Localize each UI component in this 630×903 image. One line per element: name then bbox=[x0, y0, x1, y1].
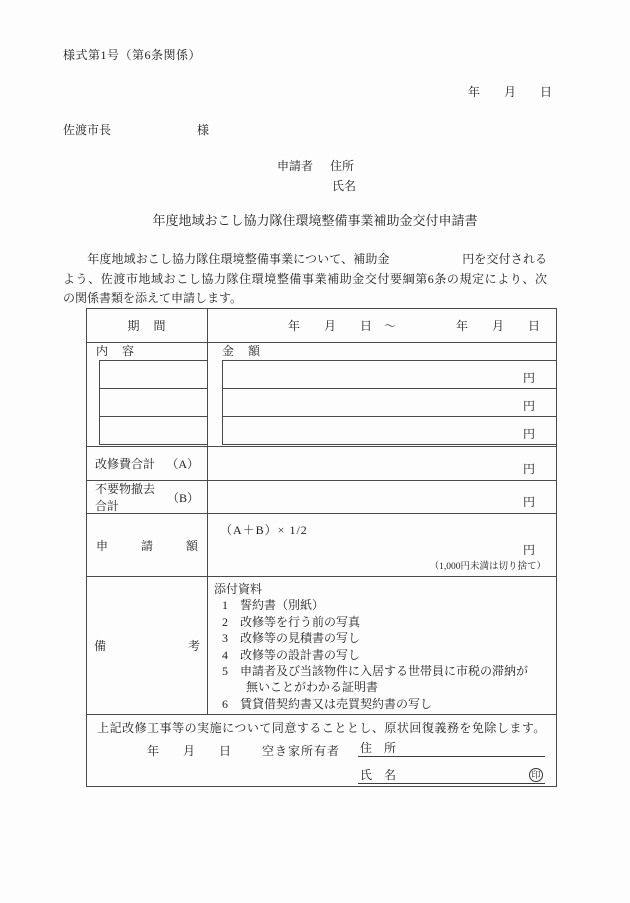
request-label: 申 請 額 bbox=[96, 538, 198, 553]
attachment-item: 3 改修等の見積書の写し bbox=[222, 631, 361, 646]
attachment-item-continuation: 無いことがわかる証明書 bbox=[222, 680, 379, 695]
subtotal-b-label-cell bbox=[87, 481, 208, 513]
request-value-cell bbox=[208, 514, 556, 576]
attachments-cell bbox=[208, 577, 556, 714]
subtotal-a-row bbox=[87, 446, 556, 480]
consent-signature-row bbox=[87, 714, 556, 786]
amount-label: 金 額 bbox=[222, 344, 262, 358]
content-label: 内 容 bbox=[96, 344, 136, 358]
document-title: 年度地域おこし協力隊住環境整備事業補助金交付申請書 bbox=[152, 213, 478, 228]
subtotal-a-label-cell bbox=[87, 447, 208, 480]
applicant-name-row bbox=[277, 176, 356, 196]
owner-address-line bbox=[358, 740, 545, 757]
applicant-name-label: 氏名 bbox=[332, 179, 357, 193]
amount-entry-row-3 bbox=[223, 416, 556, 444]
date-blank-line: 年 月 日 bbox=[467, 85, 552, 99]
remarks-row bbox=[87, 576, 556, 714]
subtotal-a-amount-cell bbox=[208, 447, 556, 480]
period-label-cell: 期 間 bbox=[87, 309, 208, 342]
yen-unit: 円 bbox=[522, 495, 535, 509]
remarks-label: 備 考 bbox=[94, 639, 200, 653]
addressee-name: 佐渡市長 bbox=[63, 123, 112, 137]
yen-unit: 円 bbox=[522, 462, 535, 476]
form-number: 様式第1号（第6条関係） bbox=[63, 48, 202, 62]
attachment-item: 2 改修等を行う前の写真 bbox=[222, 614, 361, 629]
subtotal-a-code: （A） bbox=[166, 457, 199, 471]
yen-unit: 円 bbox=[522, 427, 535, 441]
yen-unit: 円 bbox=[522, 371, 535, 385]
body-line-1: 年度地域おこし協力隊住環境整備事業について、補助金 円を交付される bbox=[63, 252, 547, 266]
content-column bbox=[87, 343, 208, 446]
applicant-block bbox=[277, 156, 356, 196]
amount-entry-row-2 bbox=[223, 388, 556, 416]
content-entry-box bbox=[99, 360, 207, 445]
owner-name-label: 氏 名 bbox=[360, 768, 397, 782]
addressee-line bbox=[63, 121, 209, 138]
amount-entry-row-1 bbox=[223, 361, 556, 388]
seal-character: 印 bbox=[531, 769, 541, 780]
attachment-item: 5 申請者及び当該物件に入居する世帯員に市税の滞納が bbox=[222, 664, 529, 679]
period-value-cell: 年 月 日 ～ 年 月 日 bbox=[287, 319, 540, 333]
subtotal-b-label: 不要物撤去合計 bbox=[95, 482, 156, 513]
subtotal-b-code: （B） bbox=[166, 490, 199, 505]
yen-unit: 円 bbox=[522, 399, 535, 413]
owner-address-label: 住 所 bbox=[360, 741, 397, 755]
subtotal-b-amount-cell bbox=[208, 481, 556, 513]
consent-sentence: 上記改修工事等の実施について同意することとし、原状回復義務を免除します。 bbox=[97, 721, 546, 735]
content-entry-row-1 bbox=[100, 361, 207, 388]
body-paragraph bbox=[63, 250, 547, 309]
request-amount-row bbox=[87, 513, 556, 576]
attachment-item: 6 賃貸借契約書又は売買契約書の写し bbox=[222, 696, 433, 711]
request-label-cell bbox=[87, 514, 208, 576]
applicant-address-label: 住所 bbox=[330, 159, 355, 173]
subtotal-b-row bbox=[87, 480, 556, 513]
content-amount-row bbox=[87, 342, 556, 446]
addressee-honorific: 様 bbox=[197, 123, 210, 137]
yen-unit: 円 bbox=[522, 543, 535, 557]
owner-name-line bbox=[358, 767, 545, 784]
applicant-label: 申請者 bbox=[277, 159, 314, 173]
amount-entry-box bbox=[222, 360, 556, 445]
seal-icon bbox=[529, 768, 543, 782]
request-formula: （A＋B）× 1/2 bbox=[220, 523, 308, 537]
signature-date-blank: 年 月 日 bbox=[147, 744, 232, 758]
subtotal-a-label: 改修費合計 bbox=[95, 457, 156, 471]
attachments-title: 添付資料 bbox=[214, 582, 263, 596]
attachment-item: 4 改修等の設計書の写し bbox=[222, 647, 361, 662]
body-line-2: よう、佐渡市地域おこし協力隊住環境整備事業補助金交付要綱第6条の規定により、次 bbox=[63, 271, 547, 286]
amount-column bbox=[208, 343, 556, 446]
rounding-note: （1,000円未満は切り捨て） bbox=[429, 562, 546, 572]
remarks-label-cell bbox=[87, 577, 208, 714]
owner-label: 空き家所有者 bbox=[262, 744, 341, 758]
attachment-item: 1 誓約書（別紙） bbox=[222, 598, 325, 613]
period-row bbox=[87, 309, 556, 342]
applicant-address-row bbox=[277, 156, 356, 176]
application-table bbox=[86, 308, 557, 787]
body-line-3: の関係書類を添えて申請します。 bbox=[63, 291, 243, 306]
content-entry-row-2 bbox=[100, 388, 207, 416]
content-entry-row-3 bbox=[100, 416, 207, 444]
